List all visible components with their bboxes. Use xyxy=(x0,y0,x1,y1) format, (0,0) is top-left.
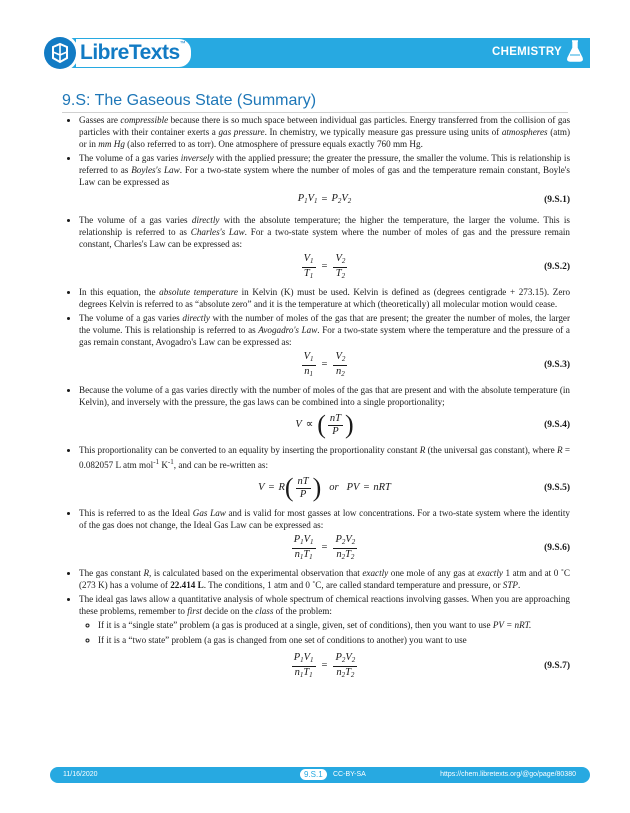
list-item: • This proportionality can be converted to an equality by inserting the proportionality constant R (the universal gas constant), where R = 0.082057 L atm mol$^{-1}$ $K^{-1}$, and can be re-written as: V = R ( $\frac{nT}{P}$ ) or PV = nRT (9.S.5) xyxy=(79,444,570,505)
summary-content xyxy=(62,114,570,685)
libretexts-logo[interactable] xyxy=(44,30,186,76)
footer-bar xyxy=(50,767,590,783)
equation-proportionality: V ∝ ( $\frac{nT}{P}$ ) (9.S.4) xyxy=(295,410,570,439)
equation-number: (9.S.2) xyxy=(544,262,570,272)
list-item: • The volume of a gas varies inversely with the applied pressure; the greater the pressure, the smaller the volume. This is relationship is referred to as Boyles's Law. For a two-state system where the number of moles of gas and the temperature remain constant, Boyle's Law can be expressed as $P_1V_1$ = $P_2V_2$ (9.S.1) xyxy=(79,152,570,212)
footer-date: 11/16/2020 xyxy=(63,771,98,778)
equation-number: (9.S.3) xyxy=(544,360,570,370)
equation-combined-gas-law: $\frac{P_1V_1}{n_1T_1}$ = $\frac{P_2V_2}{n_2T_2}$ (9.S.6) xyxy=(293,533,570,561)
equation-two-state: $\frac{P_1V_1}{n_1T_1}$ = $\frac{P_2V_2}{n_2T_2}$ (9.S.7) xyxy=(293,651,570,679)
page-title: 9.S: The Gaseous State (Summary) xyxy=(62,92,317,109)
sub-list-item: ◦ If it is a “two state” problem (a gas is changed from one set of conditions to another) you want to use xyxy=(98,634,570,646)
list-item: • Because the volume of a gas varies directly with the number of moles of the gas that are present and with the absolute temperature (in Kelvin), and inversely with the pressure, the gas laws can be combined into a single proportionality; V ∝ ( $\frac{nT}{P}$ ) (9.S.4) xyxy=(79,384,570,442)
summary-list xyxy=(62,114,570,683)
equation-number: (9.S.7) xyxy=(544,661,570,671)
flask-icon xyxy=(566,40,584,67)
equation-number: (9.S.6) xyxy=(544,543,570,553)
equation-boyles-law: $P_1V_1$ = $P_2V_2$ (9.S.1) xyxy=(297,193,570,205)
equation-number: (9.S.5) xyxy=(544,483,570,493)
libretexts-logo-icon xyxy=(44,37,76,69)
brand-name: LibreTexts™ xyxy=(76,39,191,67)
equation-avogadros-law: $\frac{V_1}{n_1}$ = $\frac{V_2}{n_2}$ (9.S.3) xyxy=(303,350,570,378)
list-item: • The volume of a gas varies directly with the number of moles of the gas that are present; the greater the number of moles, the larger the volume. This is relationship is referred to as Avogadro's Law. For a two-state system where the temperature and the pressure of a gas remain constant, Avogadro's Law can be expressed as: $\frac{V_1}{n_1}$ = $\frac{V_2}{n_2}$ (9.S.3) xyxy=(79,312,570,382)
list-item: • The gas constant R, is calculated based on the experimental observation that exactly one mole of any gas at exactly 1 atm and at 0 ˚C (273 K) has a volume of 22.414 L. The conditions, 1 atm and 0 ˚C, are called standard temperature and pressure, or STP. xyxy=(79,567,570,591)
equation-number: (9.S.1) xyxy=(544,195,570,205)
equation-number: (9.S.4) xyxy=(544,420,570,430)
list-item: • This is referred to as the Ideal Gas Law and is valid for most gasses at low concentrations. For a two-state system where the identity of the gas does not change, the Ideal Gas Law can be expressed as: $\frac{P_1V_1}{n_1T_1}$ = $\frac{P_2V_2}{n_2T_2}$ (9.S.6) xyxy=(79,507,570,565)
problem-class-list xyxy=(79,619,570,646)
license-label[interactable]: CC-BY-SA xyxy=(333,771,366,778)
list-item: • Gasses are compressible because there is so much space between individual gas particles. Energy transferred from the collision of gas particles with their container exerts a gas pressure. In chemistry, we typically measure gas pressure using units of atmospheres (atm) or in mm Hg (also referred to as torr). One atmosphere of pressure equals exactly 760 mm Hg. xyxy=(79,114,570,150)
list-item: • The ideal gas laws allow a quantitative analysis of whole spectrum of chemical reactions involving gasses. When you are approaching these problems, remember to first decide on the class of the problem: ◦ If it is a “single state” problem (a gas is produced at a single, given, set of conditions), then you want to use PV = nRT. ◦ If it is a “two state” problem (a gas is changed from one set of conditions to another) you want to use $\frac{P_1V_1}{n_1T_1}$ = $\frac{P_2V_2}{n_2T_2}$ (9.S.7) xyxy=(79,593,570,683)
page-number: 9.S.1 xyxy=(300,769,327,780)
subject-label: CHEMISTRY xyxy=(492,46,562,58)
equation-charles-law: $\frac{V_1}{T_1}$ = $\frac{V_2}{T_2}$ (9.S.2) xyxy=(303,252,570,280)
sub-list-item: ◦ If it is a “single state” problem (a gas is produced at a single, given, set of conditions), then you want to use PV = nRT. xyxy=(98,619,570,631)
list-item: • In this equation, the absolute temperature in Kelvin (K) must be used. Kelvin is defined as (degrees centigrade + 273.15). Zero degrees Kelvin is referred to as “absolute zero” and it is the temperature at which (theoretically) all molecular motion would cease. xyxy=(79,286,570,310)
page-url-link[interactable]: https://chem.libretexts.org/@go/page/80380 xyxy=(440,771,576,778)
title-divider xyxy=(62,112,568,113)
equation-ideal-gas-law: V = R ( $\frac{nT}{P}$ ) or PV = nRT (9.S.5) xyxy=(258,473,570,502)
list-item: • The volume of a gas varies directly with the absolute temperature; the higher the temperature, the larger the volume. This is relationship is referred to as Charles's Law. For a two-state system where the number of moles of gas and the pressure remain constant, Charles's Law can be expressed as: $\frac{V_1}{T_1}$ = $\frac{V_2}{T_2}$ (9.S.2) xyxy=(79,214,570,284)
